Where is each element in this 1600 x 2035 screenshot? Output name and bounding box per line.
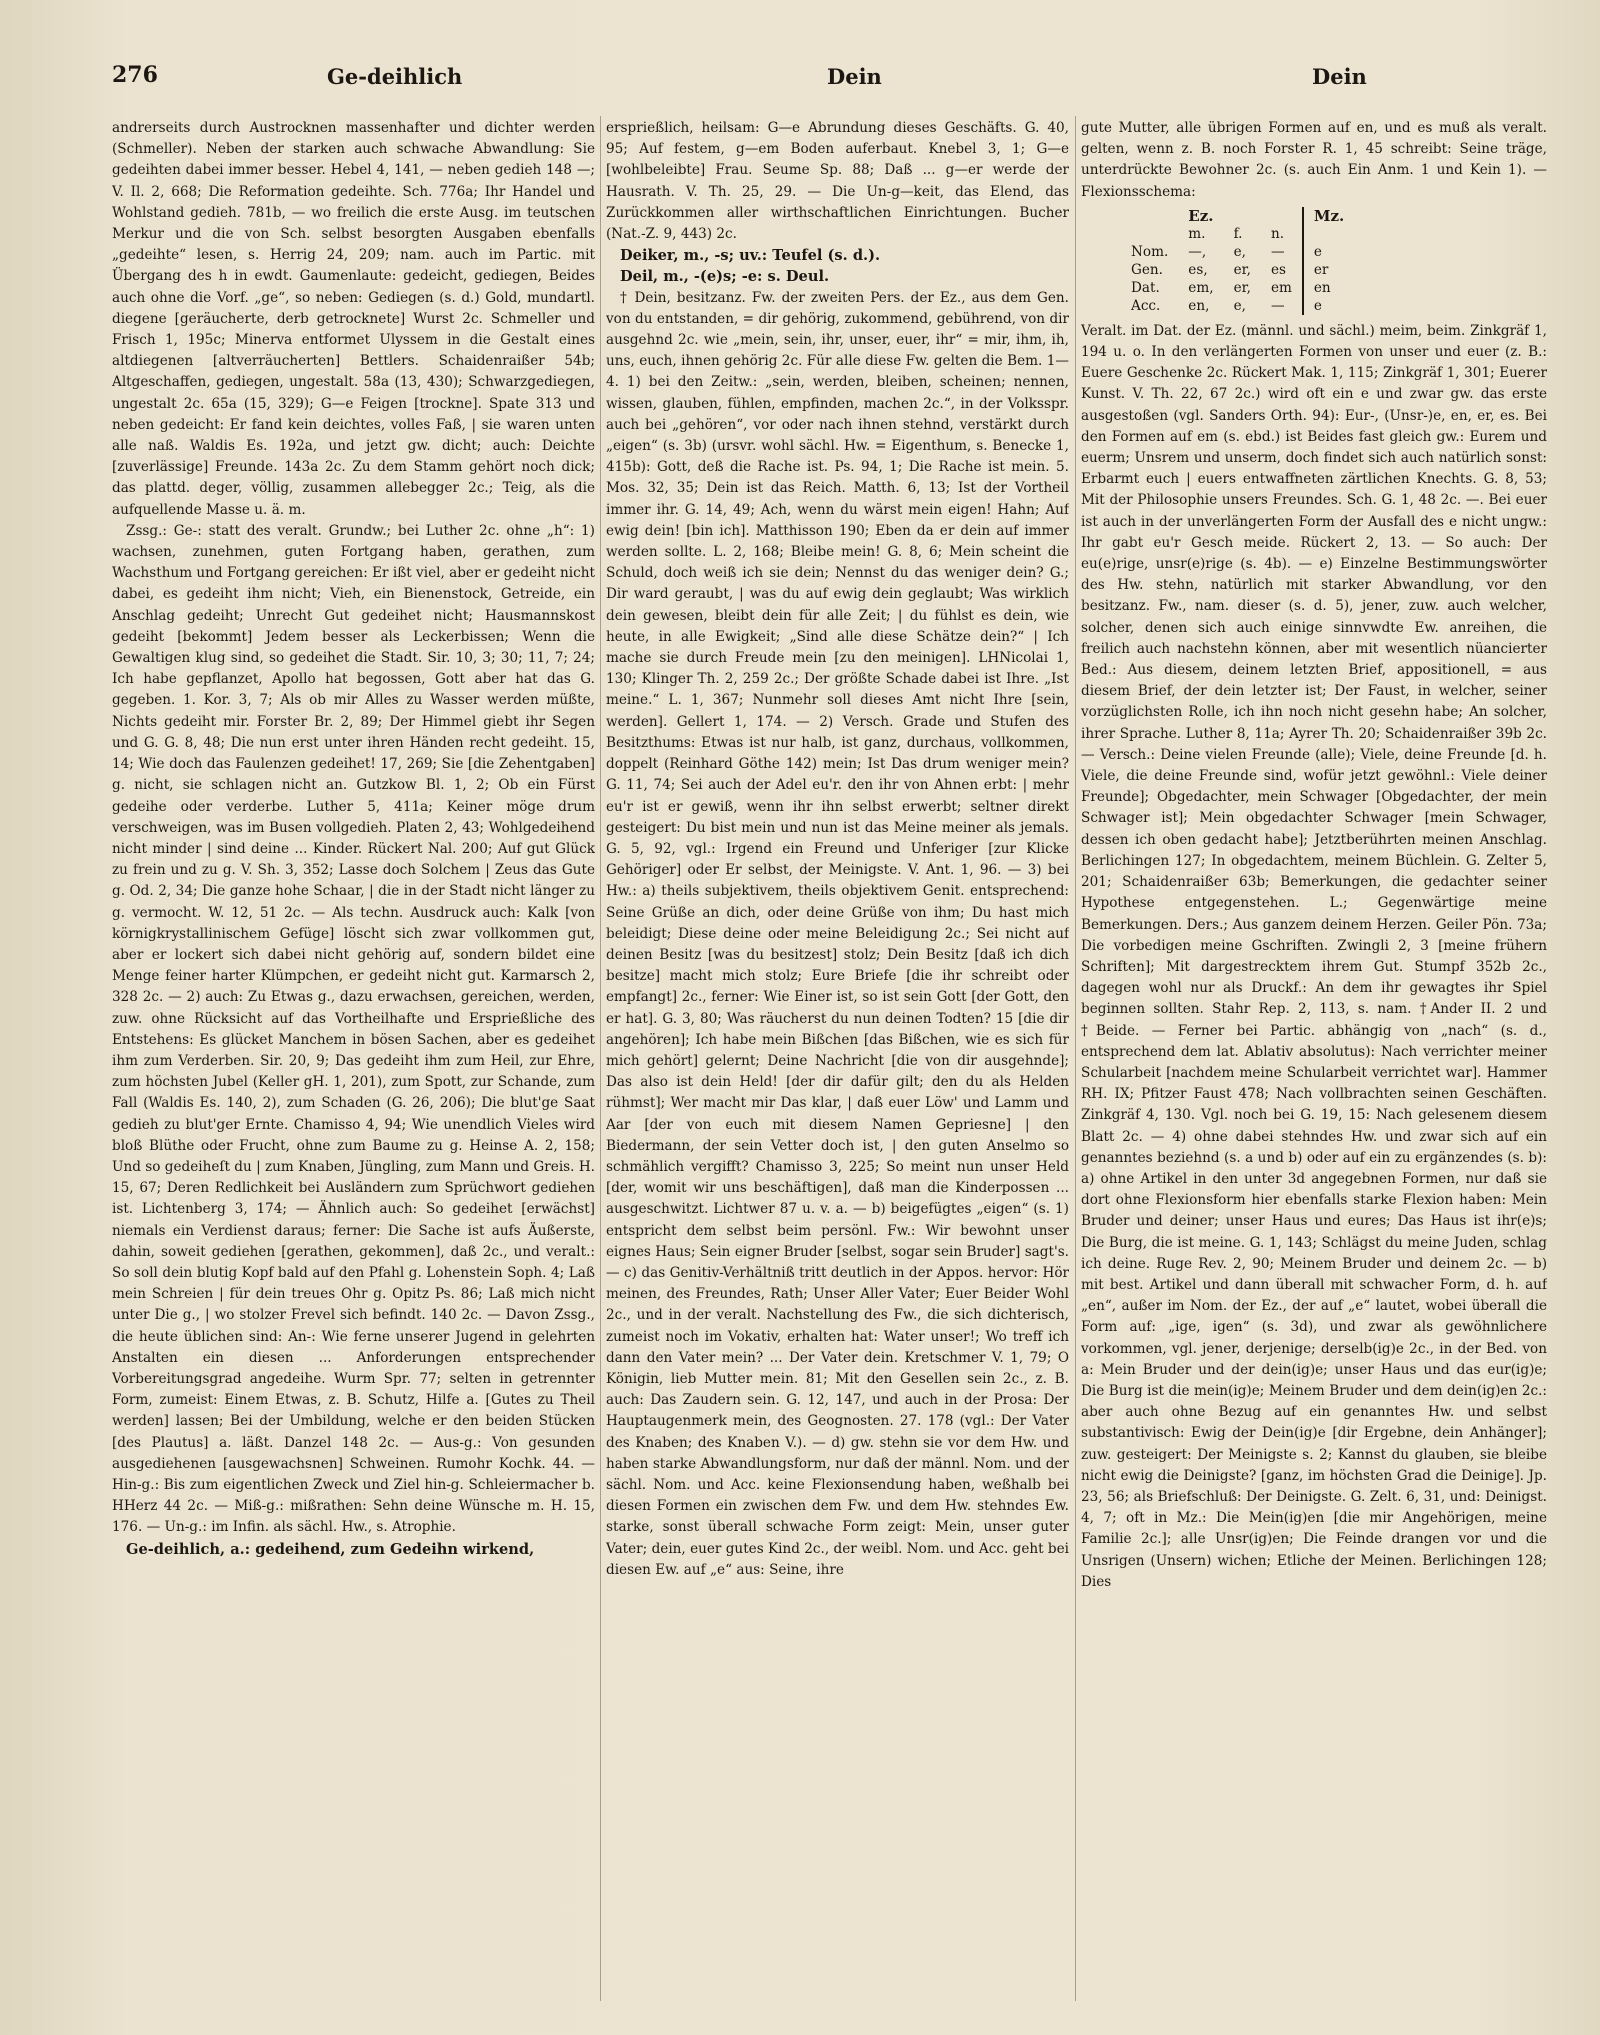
case-label: Dat.	[1131, 279, 1160, 296]
ending-cell: —,	[1188, 243, 1207, 260]
entry-text: † Dein, besitzanz. Fw. der zweiten Pers. der Ez., aus dem Gen. von du entstanden, = dir gehörig, zukommend, gebührend, von dir ausgehnd 2c. wie „mein, sein, ihr, unser, euer, ihr“ = mir, ihm, ih, uns, euch, ihnen gehörig 2c. Für alle diese Fw. gelten die Bem. 1—4. 1) bei den Zeitw.: „sein, werden, bleiben, scheinen; nennen, wissen, glauben, fühlen, empfinden, machen 2c.“, in der Volksspr. auch bei „gehören“, vor oder nach ihnen stehnd, verstärkt durch „eigen“ (s. 3b) (ursvr. wohl sächl. Hw. = Eigenthum, s. Benecke 1, 415b): Gott, deß die Rache ist. Ps. 94, 1; Die Rache ist mein. 5. Mos. 32, 35; Dein ist das Reich. Matth. 6, 13; Ist der Vortheil immer ihr. G. 14, 49; Ach, wenn du wärst mein eigen! Hahn; Auf ewig dein! [bin ich]. Matthisson 190; Eben da er dein auf immer werden sollte. L. 2, 168; Bleibe mein! G. 8, 6; Mein scheint die Schuld, doch weiß ich sie dein; Nennst du das weniger dein? G.; Dir ward geraubt, | was du auf ewig dein geglaubt; Was wirklich dein gewesen, bleibt dein für alle Zeit; | du fühlst es dein, wie heute, in alle Ewigkeit; „Sind alle diese Schätze dein?“ | Ich mache sie durch Freude mein [zu den meinigen]. LHNicolai 1, 130; Klinger Th. 2, 259 2c.; Der größte Schade dabei ist Ihre. „Ist meine.“ L. 1, 367; Nunmehr soll dieses Amt nicht Ihre [sein, werden]. Gellert 1, 174. — 2) Versch. Grade und Stufen des Besitzthums: Etwas ist nur halb, ist ganz, durchaus, vollkommen, doppelt (Reinhard Göthe 142) mein; Ist Das drum weniger mein? G. 11, 74; Sei auch der Adel eu'r. den ihr von Ahnen erbt: | mehr eu'r ist er gewiß, wenn ihr ihn selbst erwerbt; seltner direkt gesteigert: Du bist mein und nun ist das Meine meiner als jemals. G. 5, 92, vgl.: Irgend ein Freund und Unferiger [zur Klicke Gehöriger] oder Er selbst, der Meinigste. V. Ant. 1, 96. — 3) bei Hw.: a) theils subjektivem, theils objektivem Genit. entsprechend: Seine Grüße an dich, oder deine Grüße von ihm; Du hast mich beleidigt; Diese deine oder meine Beleidigung 2c.; Sei nicht auf deinen Besitz [was du besitzest] stolz; Dein Besitz [daß ich dich besitze] macht mich stolz; Eure Briefe [die ihr schreibt oder empfangt] 2c., ferner: Wie Einer ist, so ist sein Gott [der Gott, den er hat]. G. 3, 80; Was räucherst du nun deinen Todten? 15 [die dir angehören]; Ich habe mein Bißchen [das Bißchen, wie es sich für mich gehört] gelernt; Deine Nachricht [die von dir ausgehnde]; Das also ist dein Held! [der dir dafür gilt; den du als Helden rühmst]; Wer macht mir Das klar, | daß euer Löw' und Lamm und Aar [der von euch mit diesem Namen Gepriesne] | den Biedermann, der sein Vetter doch ist, | den guten Anselmo so schmählich vergifft? Chamisso 3, 225; So meint nun unser Held [der, womit wir uns beschäftigen], daß man die Kinderpossen ... ausgeschwitzt. Lichtwer 87 u. v. a. — b) beigefügtes „eigen“ (s. 1) entspricht dem selbst beim persönl. Fw.: Wir bewohnt unser eignes Haus; Sein eigner Bruder [selbst, sogar sein Bruder] sagt's. — c) das Genitiv-Verhältniß tritt deutlich in der Appos. hervor: Hör meinen, des Freundes, Rath; Unser Aller Vater; Euer Beider Wohl 2c., und in der veralt. Nachstellung des Fw., die sich dichterisch, zumeist noch im Vokativ, erhalten hat: Water unser!; Wo treff ich dann den Vater mein? ... Der Vater dein. Kretschmer V. 1, 79; O Königin, lieb Mutter mein. 81; Mit den Gesellen sein 2c., z. B. auch: Das Zaudern sein. G. 12, 147, und auch in der Prosa: Der Hauptaugenmerk mein, des Geognosten. 27. 178 (vgl.: Der Vater des Knaben; des Knaben V.). — d) gw. stehn sie vor dem Hw. und haben starke Abwandlungsform, nur daß der männl. Nom. und der sächl. Nom. und Acc. keine Flexionsendung haben, weßhalb bei diesen Formen ein zwischen dem Fw. und dem Hw. stehndes Ew. starke, sonst überall schwache Form zeigt: Mein, unser guter Vater; dein, euer gutes Kind 2c., der weibl. Nom. und Acc. geht bei diesen Ew. auf „e“ aus: Seine, ihre	[606, 289, 1069, 1578]
ending-cell: —	[1270, 297, 1285, 314]
ending-cell: es,	[1188, 261, 1208, 278]
gender-label: m.	[1188, 225, 1206, 242]
ending-cell: e	[1303, 243, 1354, 261]
declension-table	[1121, 207, 1354, 315]
ending-cell: er,	[1233, 261, 1251, 278]
singular-heading: Ez.	[1188, 206, 1214, 225]
running-headword-right: Dein	[1312, 64, 1367, 89]
ending-cell: er,	[1233, 279, 1251, 296]
entry-text: ersprießlich, heilsam: G—e Abrundung dieses Geschäfts. G. 40, 95; Auf festem, g—em Boden auferbaut. Knebel 3, 1; G—e [wohlbeleibte] Frau. Seume Sp. 88; Daß ... g—er werde der Hausrath. V. Th. 25, 29. — Die Un-g—keit, das Elend, das Zurückkommen aller wirthschaftlichen Einrichtungen. Bucher (Nat.-Z. 9, 443) 2c.	[606, 120, 1069, 243]
column-divider	[600, 116, 601, 2001]
plural-heading: Mz.	[1303, 207, 1354, 225]
ending-cell: —	[1270, 243, 1285, 260]
running-headword-middle: Dein	[827, 64, 882, 89]
table-row	[1121, 261, 1354, 279]
entry-text: Zssg.: Ge-: statt des veralt. Grundw.; bei Luther 2c. ohne „h“: 1) wachsen, zunehmen, guten Fortgang haben, gerathen, zum Wachsthum und Fortgang gereichen: Er ißt viel, aber er gedeiht nicht dabei, es gedeiht ihm nicht; Vieh, ein Bienenstock, Getreide, ein Anschlag gedeiht; Unrecht Gut gedeihet nicht; Hausmannskost gedeiht [bekommt] Jedem besser als Leckerbissen; Wenn die Gewaltigen klug sind, so gedeihet die Stadt. Sir. 10, 3; 30; 11, 7; 24; Ich habe gepflanzet, Apollo hat begossen, Gott aber hat das G. gegeben. 1. Kor. 3, 7; Als ob mir Alles zu Wasser werden müßte, Nichts gedeiht mir. Forster Br. 2, 89; Der Himmel giebt ihr Segen und G. G. 8, 48; Die nun erst unter ihren Händen recht gedeiht. 15, 14; Wie doch das Faulenzen gedeihet! 17, 269; Sie [die Zehentgaben] g. nicht, sie schlagen nicht an. Gutzkow Bl. 1, 2; Ob ein Fürst gedeihe oder verderbe. Luther 5, 411a; Keiner möge drum verschweigen, was im Busen vollgedieh. Platen 2, 43; Wohlgedeihend nicht minder | sind deine ... Kinder. Rückert Nal. 200; Auf gut Glück zu frein und zu g. V. Sh. 3, 352; Lasse doch Solchem | Zeus das Gute g. Od. 2, 34; Die ganze hohe Schaar, | die in der Stadt nicht länger zu g. vermocht. W. 12, 51 2c. — Als techn. Ausdruck auch: Kalk [von körnigkrystallinischem Gefüge] löscht sich zwar vollkommen gut, aber er lockert sich dabei nicht gehörig auf, sondern bildet eine Menge feiner harter Klümpchen, er gedeiht nicht gut. Karmarsch 2, 328 2c. — 2) auch: Zu Etwas g., dazu erwachsen, gereichen, werden, zuw. ohne Rücksicht auf das Vortheilhafte und Ersprießliche des Entstehens: Es glücket Manchem in bösen Sachen, aber es gedeihet ihm zum Verderben. Sir. 20, 9; Das gedeiht ihm zum Heil, zur Ehre, zum höchsten Jubel (Keller gH. 1, 201), zum Spott, zur Schande, zum Fall (Waldis Es. 140, 2), zum Schaden (G. 26, 206); Die blut'ge Saat gedieh zu blut'ger Ernte. Chamisso 4, 94; Wie unendlich Vieles wird bloß Blüthe oder Frucht, ohne zum Baume zu g. Heinse A. 2, 158; Und so gedeiheſt du | zum Knaben, Jüngling, zum Mann und Greis. H. 15, 67; Deren Redlichkeit bei Ausländern zum Sprüchwort gediehen ist. Lichtenberg 3, 174; — Ähnlich auch: So gedeihet [erwächst] niemals ein Verdienst daraus; ferner: Die Sache ist aufs Äußerste, dahin, soweit gediehen [gerathen, gekommen], daß 2c., und veralt.: So soll dein blutig Kopf bald auf den Pfahl g. Lohenstein Soph. 4; Laß mein Schreien | für dein treues Ohr g. Opitz Ps. 86; Laß mich nicht unter Die g., | wo stolzer Frevel sich befindt. 140 2c. — Davon Zssg., die heute üblichen sind: An-: Wie ferne unserer Jugend in gelehrten Anstalten ein diesen ... Anforderungen entsprechender Vorbereitungsgrad angedeihe. Wurm Spr. 77; selten in getrennter Form, zumeist: Einem Etwas, z. B. Schutz, Hilfe a. [Gutes zu Theil werden] lassen; Bei der Umbildung, welche er den beiden Stücken [des Plautus] a. läßt. Danzel 148 2c. — Aus-g.: Von gesunden ausgediehenen [ausgewachsnen] Schweinen. Rumohr Kochk. 44. — Hin-g.: Bis zum eigentlichen Zweck und Ziel hin-g. Schleiermacher b. HHerz 44 2c. — Miß-g.: mißrathen: Sehn deine Wünsche m. H. 15, 176. — Un-g.: im Infin. als sächl. Hw., s. Atrophie.	[112, 522, 595, 1536]
entry-text: andrerseits durch Austrocknen massenhafter und dichter werden (Schmeller). Neben der starken auch schwache Abwandlung: Sie gedeihten dabei immer besser. Hebel 4, 141, — neben gedieh 148 —; V. Il. 2, 668; Die Reformation gedeihte. Sch. 776a; Ihr Handel und Wohlstand gedieh. 781b, — wo freilich die erste Ausg. im teutschen Merkur und die von Sch. selbst besorgten Ausgaben ebenfalls „gedeihte“ lesen, s. Herrig 24, 209; nam. auch im Partic. mit Übergang des h in ewdt. Gaumenlaute: gedeicht, gediegen, Beides auch ohne die Vorf. „ge“, so neben: Gediegen (s. d.) Gold, mundartl. diegene [geräucherte, derb getrocknete] Wurst 2c. Schmeller und Frisch 1, 195c; Minerva entformet Ulyssem in die Gestalt eines altdiegenen [altverräucherten] Bettlers. Schaidenraißer 54b; Altgeschaffen, gediegen, ungestalt. 58a (13, 430); Schwarzgediegen, ungestalt 2c. 65a (15, 329); G—e Feigen [trockne]. Spate 313 und neben gedeicht: Er fand kein deichtes, volles Faß, | sie waren unten alle naß. Waldis Es. 192a, und jetzt gw. dicht; auch: Deichte [zuverlässige] Freunde. 143a 2c. Zu dem Stamm gehört noch dick; das plattd. deger, völlig, zusammen allebegger 2c.; Teig, als die aufquellende Masse u. ä. m.	[112, 120, 595, 518]
ending-cell: er	[1303, 261, 1354, 279]
column-right	[1081, 118, 1547, 1998]
page-header	[112, 62, 1367, 96]
page-number: 276	[112, 62, 158, 88]
running-headword-left: Ge-deihlich	[327, 64, 463, 89]
table-row	[1121, 279, 1354, 297]
ending-cell: e	[1303, 297, 1354, 315]
column-middle	[606, 118, 1069, 1998]
entry-headword: Deiker, m., -s; uv.: Teufel (s. d.).	[620, 247, 881, 265]
case-label: Nom.	[1131, 243, 1169, 260]
ending-cell: e,	[1233, 297, 1246, 314]
gender-label: n.	[1270, 225, 1285, 242]
case-label: Gen.	[1131, 261, 1163, 278]
ending-cell: es	[1270, 261, 1286, 278]
entry-text: Veralt. im Dat. der Ez. (männl. und sächl.) meim, beim. Zinkgräf 1, 194 u. o. In den verlängerten Formen von unser und euer (z. B.: Euere Geschenke 2c. Rückert Mak. 1, 115; Zinkgräf 1, 301; Euerer Kunst. V. Th. 22, 67 2c.) wird oft ein e und zwar gw. das erste ausgestoßen (vgl. Sanders Orth. 94): Eur-, (Unsr-)e, en, er, es. Bei den Formen auf em (s. ebd.) ist Beides fast gleich gw.: Eurem und euerm; Unsrem und unserm, doch findet sich auch natürlich sonst: Erbarmt euch | euers entwaffneten zärtlichen Knechts. G. 8, 53; Mit der Philosophie unsers Freundes. Sch. G. 1, 48 2c. —. Bei euer ist auch in der unverlängerten Form der Ausfall des e nicht ungw.: Ihr gabt eu'r Gesch meide. Rückert 2, 13. — So auch: Der eu(e)rige, unsr(e)rige (s. 4b). — e) Einzelne Bestimmungswörter des Hw. stehn, natürlich mit starker Abwandlung, vor den besitzanz. Fw., nam. dieser (s. d. 5), jener, zuw. auch welcher, solcher, denen sich auch einige sinnvwdte Ew. anreihen, die freilich auch nachstehn können, aber mit wesentlich nüancierter Bed.: Aus diesem, deinem letzten Brief, appositionell, = aus diesem Brief, der dein letzter ist; Der Faust, in welcher, seiner vorzüglichsten Rolle, ich ihn noch nicht gesehn habe; An solcher, ihrer Sprache. Luther 8, 11a; Ayrer Th. 20; Schaidenraißer 39b 2c. — Versch.: Deine vielen Freunde (alle); Viele, deine Freunde [d. h. Viele, die deine Freunde sind, wofür jetzt gewöhnl.: Viele deiner Freunde]; Obgedachter, mein Schwager [Obgedachter, der mein Schwager ist]; Mein obgedachter Schwager [mein Schwager, dessen ich oben gedacht habe]; Jetztberührten meinen Anschlag. Berlichingen 127; In obgedachtem, meinem Büchlein. G. Zelter 5, 201; Schaidenraißer 63b; Bemerkungen, die gedachter seiner Hypothese entgegenstehen. L.; Gegenwärtige meine Bemerkungen. Ders.; Aus ganzem deinem Herzen. Geiler Pön. 73a; Die vorbedigen meine Gschriften. Zwingli 2, 3 [meine frühern Schriften]; Mit dargestrecktem ihrem Gut. Stumpf 352b 2c., dagegen wohl nur als Druckf.: An dem ihr gewagtes ihr Spiel beginnen sollten. Stahr Rep. 2, 113, s. nam. †Ander II. 2 und †Beide. — Ferner bei Partic. abhängig von „nach“ (s. d., entsprechend dem lat. Ablativ absolutus): Nach verrichter meiner Schularbeit [nachdem meine Schularbeit verrichtet war]. Hammer RH. IX; Pfitzer Faust 478; Nach vollbrachten seinen Geschäften. Zinkgräf 4, 130. Vgl. noch bei G. 19, 15: Nach gelesenem diesem Blatt 2c. — 4) ohne dabei stehndes Hw. und zwar sich auf ein genanntes beziehnd (s. a und b) oder auf ein zu ergänzendes (s. b): a) ohne Artikel in den unter 3d angegebnen Formen, nur daß sie dort ohne Flexionsform hier ebenfalls starke Flexion haben: Mein Bruder und deiner; unser Haus und eures; Das Haus ist ihr(e)s; Die Burg, die ist meine. G. 1, 143; Schlägst du meine Juden, schlag ich deine. Ruge Rev. 2, 90; Meinem Bruder und deinem 2c. — b) mit best. Artikel und dann überall mit schwacher Form, d. h. auf „en“, außer im Nom. der Ez., der auf „e“ lautet, wobei überall die Form auf: „ige, igen“ (s. 3d), und zwar als gewöhnlichere vorkommen, vgl. jener, derjenige; derselb(ig)e 2c., in der Bed. von a: Mein Bruder und der dein(ig)e; unser Haus und das eur(ig)e; Die Burg ist die mein(ig)e; Meinem Bruder und dem dein(ig)en 2c.: aber auch ohne Bezug auf ein genanntes Hw. und selbst substantivisch: Ewig der Dein(ig)e [dir Ergebne, dein Anhänger]; zuw. gesteigert: Der Meinigste s. 2; Kannst du glauben, sie bleibe nicht ewig die Deinigste? [ganz, im höchsten Grad die Deinige]. Jp. 23, 56; als Briefschluß: Der Deinigste. G. Zelt. 6, 31, und: Deinigst. 4, 7; oft in Mz.: Die Mein(ig)en [die mir Angehörigen, meine Familie 2c.]; alle Unsr(ig)en; Die Feinde drangen vor und die Unsrigen (Unsern) wichen; Etliche der Meinen. Berlichingen 128; Dies	[1081, 322, 1547, 1590]
ending-cell: e,	[1233, 243, 1246, 260]
entry-headword: Deil, m., -(e)s; -e: s. Deul.	[620, 268, 830, 286]
case-label: Acc.	[1131, 297, 1161, 314]
ending-cell: em,	[1188, 279, 1214, 296]
entry-headword: Ge-deihlich, a.: gedeihend, zum Gedeihn wirkend,	[126, 1540, 535, 1558]
table-row	[1121, 297, 1354, 315]
table-row	[1121, 243, 1354, 261]
entry-text: gute Mutter, alle übrigen Formen auf en, und es muß als veralt. gelten, wenn z. B. noch Forster R. 1, 45 schreibt: Seine träge, unterdrückte Bewohner 2c. (s. auch Ein Anm. 1 und Kein 1). — Flexionsschema:	[1081, 120, 1547, 200]
gender-label: f.	[1233, 225, 1243, 242]
column-left	[112, 118, 595, 1998]
ending-cell: em	[1270, 279, 1292, 296]
ending-cell: en,	[1188, 297, 1210, 314]
column-divider	[1075, 116, 1076, 2001]
ending-cell: en	[1303, 279, 1354, 297]
